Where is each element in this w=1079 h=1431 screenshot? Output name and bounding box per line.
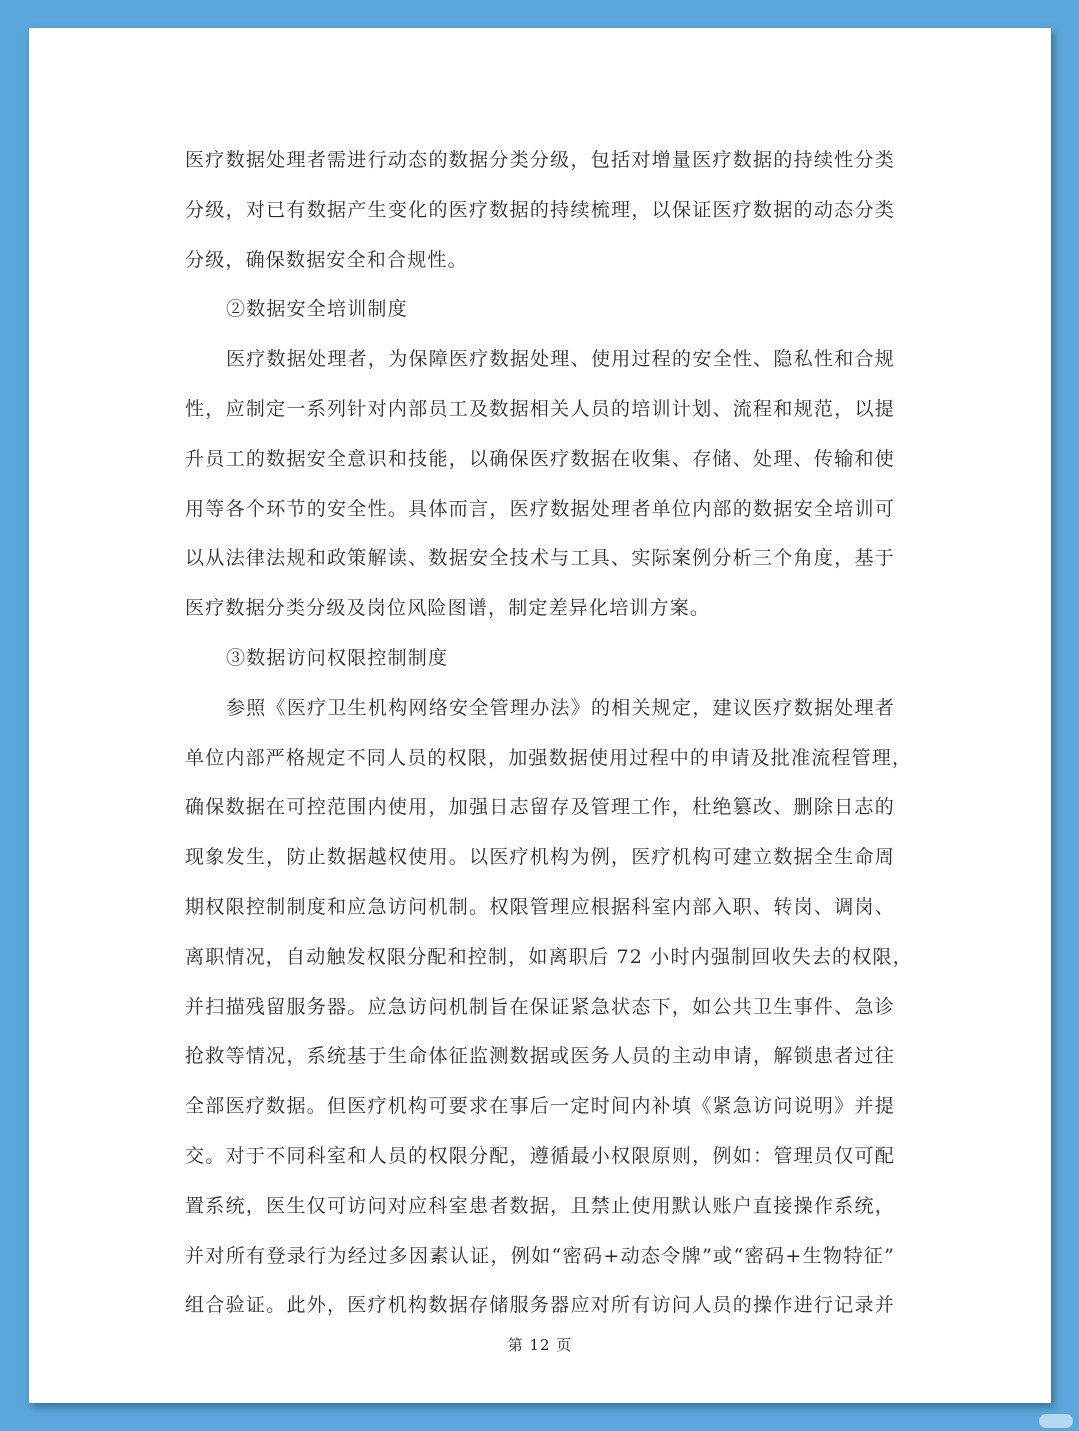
text-line: 交。对于不同科室和人员的权限分配，遵循最小权限原则，例如：管理员仅可配: [185, 1144, 895, 1167]
text-line: 置系统，医生仅可访问对应科室患者数据，且禁止使用默认账户直接操作系统，: [185, 1194, 895, 1217]
text-line: 性，应制定一系列针对内部员工及数据相关人员的培训计划、流程和规范，以提: [185, 397, 895, 420]
text-line: 并对所有登录行为经过多因素认证，例如“密码+动态令牌”或“密码+生物特征”: [185, 1244, 895, 1267]
text-line: 医疗数据分类分级及岗位风险图谱，制定差异化培训方案。: [185, 597, 711, 620]
text-line: 离职情况，自动触发权限分配和控制，如离职后 72 小时内强制回收失去的权限，: [185, 945, 913, 968]
text-line: ②数据安全培训制度: [226, 298, 408, 321]
text-line: ③数据访问权限控制制度: [226, 646, 449, 669]
text-line: 全部医疗数据。但医疗机构可要求在事后一定时间内补填《紧急访问说明》并提: [185, 1095, 895, 1118]
text-line: 分级，对已有数据产生变化的医疗数据的持续梳理，以保证医疗数据的动态分类: [185, 198, 895, 221]
text-line: 参照《医疗卫生机构网络安全管理办法》的相关规定，建议医疗数据处理者: [226, 696, 895, 719]
text-line: 单位内部严格规定不同人员的权限，加强数据使用过程中的申请及批准流程管理，: [185, 746, 913, 769]
text-line: 并扫描残留服务器。应急访问机制旨在保证紧急状态下，如公共卫生事件、急诊: [185, 995, 895, 1018]
text-line: 组合验证。此外，医疗机构数据存储服务器应对所有访问人员的操作进行记录并: [185, 1294, 895, 1317]
page-number: 第 12 页: [507, 1336, 573, 1354]
watermark-badge: [1039, 1414, 1073, 1428]
text-line: 分级，确保数据安全和合规性。: [185, 248, 468, 271]
text-line: 升员工的数据安全意识和技能，以确保医疗数据在收集、存储、处理、传输和使: [185, 447, 895, 470]
text-line: 抢救等情况，系统基于生命体征监测数据或医务人员的主动申请，解锁患者过往: [185, 1045, 895, 1068]
text-line: 用等各个环节的安全性。具体而言，医疗数据处理者单位内部的数据安全培训可: [185, 497, 895, 520]
text-line: 现象发生，防止数据越权使用。以医疗机构为例，医疗机构可建立数据全生命周: [185, 846, 895, 869]
text-line: 确保数据在可控范围内使用，加强日志留存及管理工作，杜绝篡改、删除日志的: [185, 796, 895, 819]
body-text: [185, 136, 913, 1331]
text-line: 医疗数据处理者需进行动态的数据分类分级，包括对增量医疗数据的持续性分类: [185, 149, 895, 171]
text-line: 期权限控制制度和应急访问机制。权限管理应根据科室内部入职、转岗、调岗、: [185, 895, 895, 918]
text-line: 医疗数据处理者，为保障医疗数据处理、使用过程的安全性、隐私性和合规: [226, 348, 895, 371]
document-page: [29, 28, 1051, 1403]
text-line: 以从法律法规和政策解读、数据安全技术与工具、实际案例分析三个角度，基于: [185, 547, 895, 570]
